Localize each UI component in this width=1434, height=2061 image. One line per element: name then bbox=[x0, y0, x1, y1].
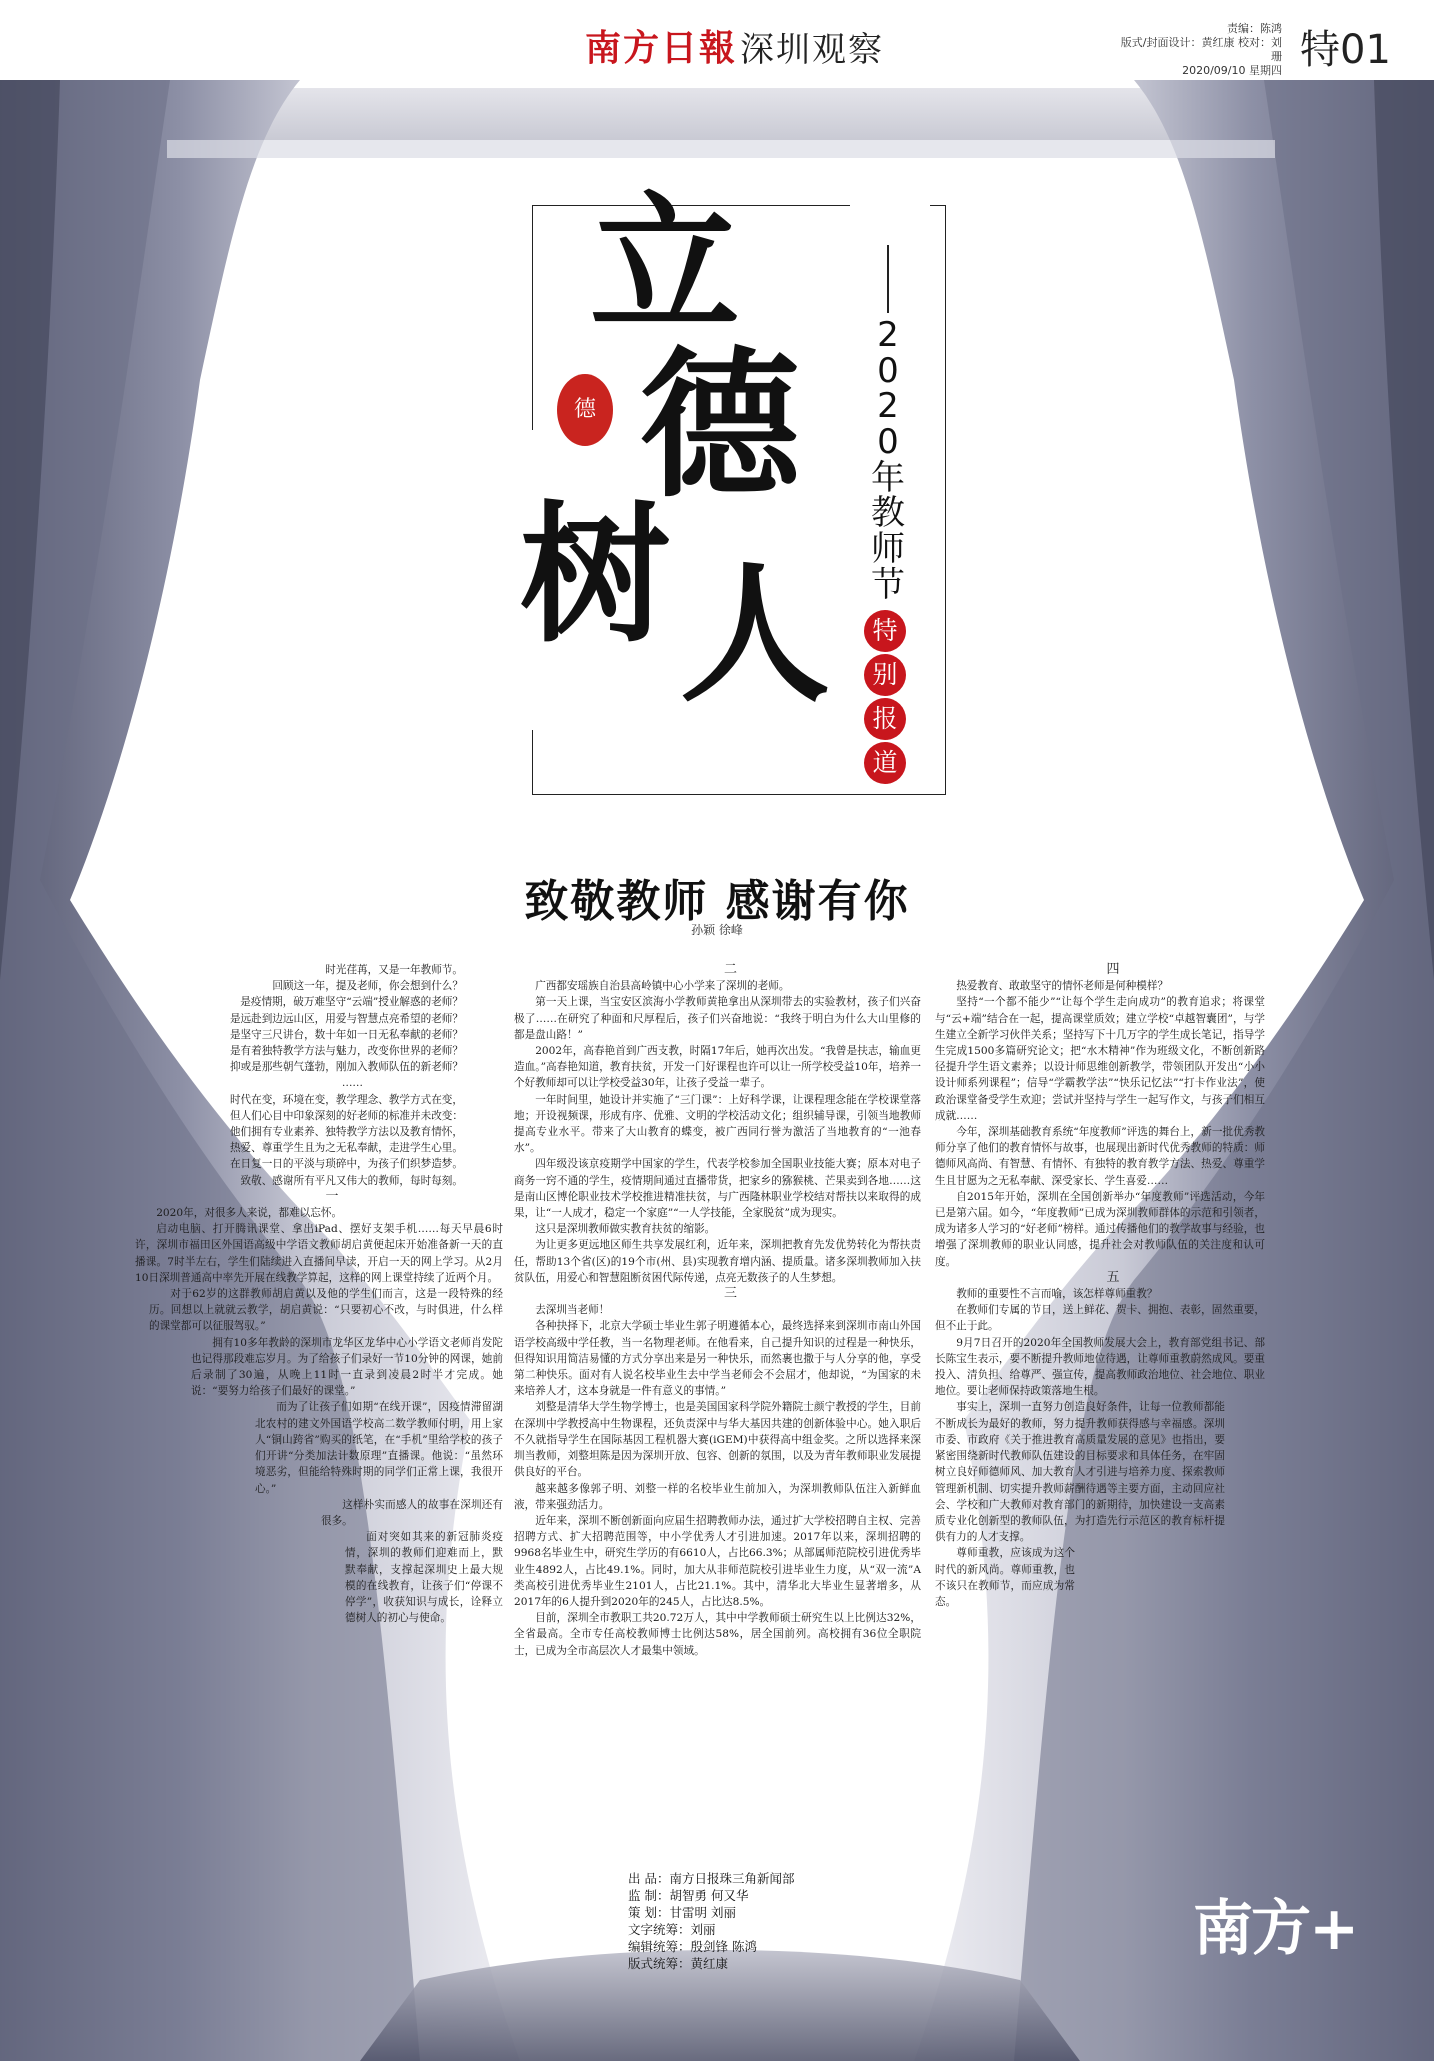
paragraph: 今年，深圳基础教育系统“年度教师”评选的舞台上，新一批优秀教师分享了他们的教育情怀与故事，也展现出新时代优秀教师的特质：师德师风高尚、有智慧、有情怀、有独特的教育教学方法、热爱、尊重学生且甘愿为之无私奉献、深受家长、学生喜爱…… bbox=[935, 1126, 1265, 1187]
article-column-3 bbox=[935, 962, 1265, 1610]
credit-line: 版式统筹：黄红康 bbox=[628, 1956, 729, 1971]
subtitle-dash bbox=[887, 245, 889, 313]
paragraph: 2002年，高春艳首到广西支教，时隔17年后，她再次出发。“我曾是扶志，输血更造血。”高春艳知道，教育扶贫，开发一门好课程也许可以让一所学校受益10年，培养一个好教师却可以让学校受益30年，让孩子受益一辈子。 bbox=[514, 1045, 921, 1090]
paragraph: 热爱教育、敢敢坚守的情怀老师是何种模样？ bbox=[956, 980, 1169, 993]
paragraph: 一年时间里，她设计并实施了“三门课”：上好科学课，让课程理念能在学校课堂落地；开设视频课，形成有序、优雅、文明的学校活动文化；组织辅导课，引领当地教师提高专业水平。带来了大山教育的蝶变，被广西同行誉为激活了当地教育的“一池春水”。 bbox=[514, 1093, 921, 1155]
paragraph: 9月7日召开的2020年全国教师发展大会上，教育部党组书记、部长陈宝生表示，要不断提升教师地位待遇，让尊师重教蔚然成风。要重投入、清负担、给尊严、强宣传，提高教师政治地位、社会地位、职业地位。要让老师保持政策落地生根。 bbox=[935, 1336, 1265, 1398]
badge-char: 别 bbox=[864, 654, 906, 696]
intro-line: 热爱、尊重学生且为之无私奉献，走进学生心里。 bbox=[229, 1142, 463, 1155]
title-char-de: 德 bbox=[640, 331, 801, 519]
editor-line: 责编：陈鸿 bbox=[1227, 22, 1282, 35]
intro-line: 抑或是那些朝气蓬勃，刚加入教师队伍的新老师？ bbox=[229, 1061, 463, 1074]
paragraph: 这样朴实而感人的故事在深圳还有很多。 bbox=[321, 1498, 503, 1527]
paragraph: 去深圳当老师！ bbox=[535, 1304, 610, 1317]
paragraph: 为让更多更远地区师生共享发展红利，近年来，深圳把教育先发优势转化为帮扶责任，帮助13个省(区)的19个市(州、县)实现教育增内涵、提质量。诸多深圳教师加入扶贫队伍，用爱心和智慧阻断贫困代际传递，点亮无数孩子的人生梦想。 bbox=[514, 1239, 921, 1284]
section-number: 二 bbox=[723, 962, 737, 977]
red-seal: 德 bbox=[557, 374, 613, 446]
credit-line: 文字统筹：刘丽 bbox=[628, 1922, 716, 1937]
editor-line: 2020/09/10 星期四 bbox=[1182, 64, 1282, 77]
intro-line: 致敬、感谢所有平凡又伟大的教师，每时每刻。 bbox=[240, 1174, 463, 1187]
nanfang-plus-logo: 南方+ bbox=[1193, 1894, 1358, 1964]
section-number: 四 bbox=[1106, 962, 1120, 977]
paragraph: 越来越多像郭子明、刘整一样的名校毕业生前加入，为深圳教师队伍注入新鲜血液，带来强劲活力。 bbox=[514, 1482, 921, 1511]
paragraph: 近年来，深圳不断创新面向应届生招聘教师办法，通过扩大学校招聘自主权、完善招聘方式、扩大招聘范围等，中小学优秀人才引进加速。2017年以来，深圳招聘的9968名毕业生中，研究生学历的有6610人，占比66.3%；从部属师范院校引进优秀毕业生4892人，占比49.1%。同时，加大从非师范院校引进毕业生力度，从“双一流”A类高校引进优秀毕业生2101人，占比21.1%。其中，清华北大毕业生显著增多，从2017年的6人提升到2020年的245人，占比达8.5%。 bbox=[514, 1514, 921, 1608]
paragraph: 2020年，对很多人来说，都难以忘怀。 bbox=[156, 1207, 343, 1220]
intro-line: 时代在变，环境在变，教学理念、教学方式在变， bbox=[229, 1093, 463, 1106]
paper-logo: 南方日報 bbox=[585, 27, 738, 69]
title-char-shu: 树 bbox=[520, 487, 671, 663]
intro-line: 在日复一日的平淡与琐碎中，为孩子们织梦造梦。 bbox=[229, 1158, 463, 1171]
article-column-1 bbox=[135, 962, 503, 1626]
intro-line: 时光荏苒，又是一年教师节。 bbox=[325, 964, 463, 976]
paragraph: 刘整是清华大学生物学博士，也是美国国家科学院外籍院士颜宁教授的学生，目前在深圳中学教授高中生物课程，还负责深中与华大基因共建的创新体验中心。她入职后不久就指导学生在国际基因工程机器大赛(iGEM)中获得高中组金奖。之所以选择来深圳当教师，刘整坦陈是因为深圳开放、包容、创新的氛围，以及为青年教师职业发展提供良好的平台。 bbox=[514, 1401, 921, 1479]
badge-char: 道 bbox=[864, 742, 906, 784]
paragraph: 教师的重要性不言而喻，该怎样尊师重教？ bbox=[956, 1288, 1158, 1301]
intro-line: 是疫情期，破万难坚守“云端”授业解惑的老师？ bbox=[240, 996, 463, 1009]
paragraph: 拥有10多年教龄的深圳市龙华区龙华中心小学语文老师肖发陀也记得那段难忘岁月。为了给孩子们录好一节10分钟的网课，她前后录制了30遍，从晚上11时一直录到凌晨2时半才完成。她说：“要努力给孩子们最好的课堂。” bbox=[191, 1336, 503, 1398]
paragraph: 四年级没该京疫期学中国家的学生，代表学校参加全国职业技能大赛；原本对电子商务一窍不通的学生，疫情期间通过直播带货，把家乡的猕猴桃、芒果卖到各地……这是南山区博伦职业技术学校推进精准扶贫，与广西隆林职业学校结对帮扶以来取得的成果，让“一人成才，稳定一个家庭”“一人学技能，全家脱贫”成为现实。 bbox=[514, 1158, 921, 1220]
credit-line: 出 品：南方日报珠三角新闻部 bbox=[628, 1871, 795, 1886]
editor-info bbox=[1120, 22, 1282, 78]
title-char-li: 立 bbox=[590, 177, 741, 353]
paragraph: 自2015年开始，深圳在全国创新举办“年度教师”评选活动，今年已是第六届。如今，“年度教师”已成为深圳教师群体的示范和引领者，成为诸多人学习的“好老师”榜样。通过传播他们的教学故事与经验，也增强了深圳教师的职业认同感，提升社会对教师队伍的关注度和认可度。 bbox=[935, 1190, 1265, 1268]
paragraph: 目前，深圳全市教职工共20.72万人，其中中学教师硕士研究生以上比例达32%，全省最高。全市专任高校教师博士比例达58%，居全国前列。高校拥有36位全职院士，已成为全市高层次人才最集中领域。 bbox=[514, 1612, 921, 1657]
page-number: 特01 bbox=[1300, 27, 1391, 73]
intro-line: 是有着独特教学方法与魅力，改变你世界的老师？ bbox=[229, 1045, 463, 1058]
paragraph: 第一天上课，当宝安区滨海小学教师黄艳拿出从深圳带去的实验教材，孩子们兴奋极了……在研究了种面和尺厚程后，孩子们兴奋地说：“我终于明白为什么大山里修的都是盘山路！” bbox=[514, 996, 921, 1041]
intro-line: 他们拥有专业素养、独特教学方法以及教育情怀， bbox=[229, 1126, 463, 1139]
credit-line: 策 划：甘雷明 刘丽 bbox=[628, 1905, 736, 1920]
paragraph: 面对突如其来的新冠肺炎疫情，深圳的教师们迎难而上，默默奉献，支撑起深圳史上最大规模的在线教育，让孩子们“停课不停学”，收获知识与成长，诠释立德树人的初心与使命。 bbox=[345, 1531, 503, 1625]
article-column-2 bbox=[514, 962, 921, 1659]
badge-char: 特 bbox=[864, 610, 906, 652]
subtitle-vertical: 2020年教师节 bbox=[871, 315, 905, 605]
paragraph: 在教师们专属的节日，送上鲜花、贺卡、拥抱、表彰，固然重要，但不止于此。 bbox=[935, 1304, 1265, 1333]
intro-line: 是远赴到边远山区，用爱与智慧点亮希望的老师？ bbox=[229, 1012, 463, 1025]
section-title: 深圳观察 bbox=[740, 30, 884, 70]
intro-line: 是坚守三尺讲台，数十年如一日无私奉献的老师？ bbox=[229, 1028, 463, 1041]
paragraph: 尊师重教，应该成为这个时代的新风尚。尊师重教，也不该只在教师节，而应成为常态。 bbox=[935, 1547, 1075, 1608]
intro-line: 回顾这一年，提及老师，你会想到什么？ bbox=[272, 980, 463, 993]
editor-line: 版式/封面设计：黄红康 校对：刘珊 bbox=[1120, 36, 1282, 63]
intro-line: 但人们心目中印象深刻的好老师的标准并未改变： bbox=[229, 1109, 463, 1122]
section-number: 一 bbox=[325, 1188, 339, 1204]
section-number: 五 bbox=[1106, 1269, 1120, 1285]
title-char-ren: 人 bbox=[680, 547, 831, 723]
paragraph: 启动电脑、打开腾讯课堂、拿出iPad、摆好支架手机……每天早晨6时许，深圳市福田区外国语高级中学语文教师胡启黄便起床开始准备新一天的直播课。7时半左右，学生们陆续进入直播间早读，开启一天的网上学习。从2月10日深圳普通高中率先开展在线教学算起，这样的网上课堂持续了近两个月。 bbox=[135, 1223, 503, 1284]
credit-line: 编辑统筹：殷剑锋 陈鸿 bbox=[628, 1939, 757, 1954]
paragraph: 坚持“一个都不能少”“让每个学生走向成功”的教育追求；将课堂与“云+端”结合在一起，提高课堂质效；建立学校“卓越智囊团”，与学生建立全新学习伙伴关系；坚持写下十几万字的学生成长笔记，指导学生完成1500多篇研究论文；把“水木精神”作为班级文化，不断创新路径提升学生语文素养；以设计师思维创新教学，带领团队开发出“小小设计师系列课程”；信导“学霸教学法”“快乐记忆法”“打卡作业法”，使政治课堂备受学生欢迎；尝试并坚持与学生一起写作文，与孩子们相互成就…… bbox=[935, 996, 1265, 1122]
paragraph: 广西都安瑶族自治县高岭镇中心小学来了深圳的老师。 bbox=[535, 980, 790, 993]
credit-line: 监 制：胡智勇 何又华 bbox=[628, 1888, 749, 1903]
paragraph: 事实上，深圳一直努力创造良好条件，让每一位教师都能不断成长为最好的教师，努力提升教师获得感与幸福感。深圳市委、市政府《关于推进教育高质量发展的意见》也指出，要紧密围绕新时代教师队伍建设的目标要求和具体任务，在牢固树立良好师德师风、加大教育人才引进与培养力度、探索教师管理新机制、切实提升教师薪酬待遇等主要方面，主动回应社会、学校和广大教师对教育部门的新期待，加快建设一支高素质专业化创新型的教师队伍，为打造先行示范区的教育标杆提供有力的人才支撑。 bbox=[935, 1401, 1225, 1544]
paragraph: 而为了让孩子们如期“在线开课”，因疫情滞留湖北农村的建文外国语学校高二数学教师付明，用上家人“铜山跨省”购买的纸笔，在“手机”里给学校的孩子们开讲“分类加法计数原理”直播课。他说：“虽然环境恶劣，但能给特殊时期的同学们正常上课，我很开心。” bbox=[255, 1401, 503, 1495]
paragraph: 这只是深圳教师做实教育扶贫的缩影。 bbox=[535, 1223, 716, 1236]
paragraph: 各种抉择下，北京大学硕士毕业生郭子明遵循本心，最终选择来到深圳市南山外国语学校高级中学任教，当一名物理老师。在他看来，自己提升知识的过程是一种快乐，但得知识用简洁易懂的方式分享出来是另一种快乐，而然裹也撒于与人分享的他，享受第二种快乐。面对有人说名校毕业生去中学当老师会不会屈才，他却说，“为国家的未来培养人才，这本身就是一件有意义的事情。” bbox=[514, 1320, 921, 1398]
paragraph: 对于62岁的这群教师胡启黄以及他的学生们而言，这是一段特殊的经历。回想以上就就云教学，胡启黄说：“只要初心不改，与时俱进，什么样的课堂都可以征服驾驭。” bbox=[149, 1288, 503, 1333]
headline: 致敬教师 感谢有你 bbox=[524, 876, 910, 927]
byline: 孙颖 徐峰 bbox=[691, 923, 743, 937]
section-number: 三 bbox=[723, 1286, 737, 1302]
masthead bbox=[0, 0, 1434, 80]
badge-char: 报 bbox=[864, 698, 906, 740]
credits-block bbox=[628, 1870, 795, 1972]
intro-line: …… bbox=[341, 1077, 363, 1090]
